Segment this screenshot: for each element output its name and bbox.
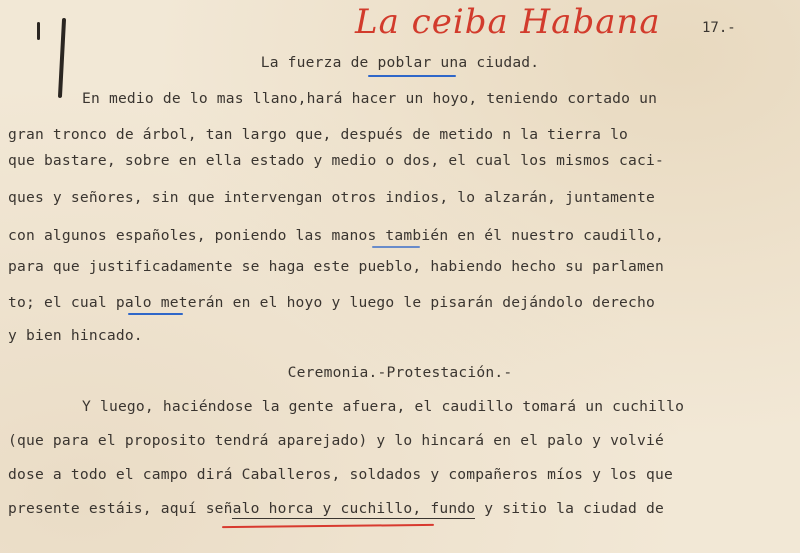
page-number: 17.- [702,20,736,36]
paragraph1-line-4: ques y señores, sin que intervengan otros indios, lo alzarán, juntamente [8,189,656,206]
paragraph1-line-3: que bastare, sobre en ella estado y medio o dos, el cual los mismos caci- [8,152,664,169]
paragraph1-line-2: gran tronco de árbol, tan largo que, después de metido n la tierra lo [8,126,629,143]
ink-tick-mark [37,22,40,40]
handwritten-annotation: La ceiba Habana [355,2,661,42]
section-heading-ceremonia: Ceremonia.-Protestación.- [287,364,513,381]
red-underline-horca [222,524,434,528]
blue-underline-manos [372,246,420,248]
paragraph2-line-3: dose a todo el campo dirá Caballeros, soldados y compañeros míos y los que [8,466,673,483]
paragraph1-line-1: En medio de lo mas llano,hará hacer un hoyo, teniendo cortado un [82,90,658,107]
section-heading-poblar: La fuerza de poblar una ciudad. [260,54,540,71]
paragraph2-line-2: (que para el proposito tendrá aparejado) y lo hincará en el palo y volvié [8,432,664,449]
blue-underline-poblar [368,75,456,77]
paragraph1-line-8: y bien hincado. [8,327,143,344]
paragraph1-line-7: to; el cual palo meterán en el hoyo y luego le pisarán dejándolo derecho [8,294,656,311]
paragraph1-line-5: con algunos españoles, poniendo las manos también en él nuestro caudillo, [8,227,664,244]
blue-underline-palo [128,313,183,315]
typed-underline-horca [232,518,475,519]
paragraph1-line-6: para que justificadamente se haga este pueblo, habiendo hecho su parlamen [8,258,664,275]
paragraph2-line-4: presente estáis, aquí señalo horca y cuchillo, fundo y sitio la ciudad de [8,500,664,517]
paragraph2-line-1: Y luego, haciéndose la gente afuera, el caudillo tomará un cuchillo [82,398,685,415]
